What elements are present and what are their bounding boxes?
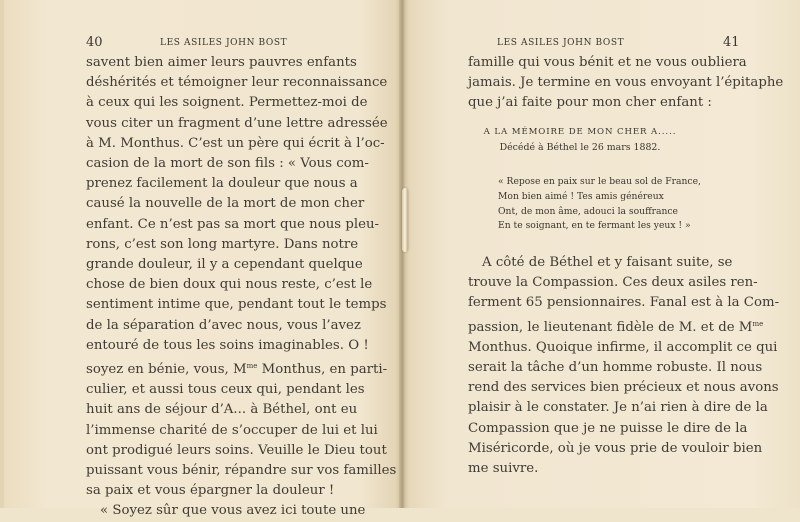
text-line: puissant vous bénir, répandre sur vos familles	[86, 463, 397, 479]
text-line: Miséricorde, où je vous prie de vouloir bien	[468, 440, 763, 456]
right-page	[405, 0, 800, 508]
text-line: sa paix et vous épargner la douleur !	[86, 483, 335, 499]
text-line: l’immense charité de s’occuper de lui et lui	[86, 422, 378, 438]
text-line: à M. Monthus. C’est un père qui écrit à l’oc-	[86, 135, 385, 151]
left-page	[0, 0, 400, 519]
text-fragment: soyez en bénie, vous, M	[86, 362, 247, 378]
page-number: 40	[86, 35, 103, 50]
text-line: que j’ai faite pour mon cher enfant :	[468, 95, 712, 111]
text-line: plaisir à le constater. Je n’ai rien à dire de la	[468, 400, 768, 416]
text-line	[86, 356, 388, 380]
text-line: à ceux qui les soignent. Permettez-moi de	[86, 95, 368, 111]
text-line: casion de la mort de son fils : « Vous com-	[86, 156, 369, 172]
body-text	[468, 253, 780, 479]
text-line: famille qui vous bénit et ne vous oubliera	[468, 55, 747, 70]
text-line: vous citer un fragment d’une lettre adressée	[86, 115, 388, 131]
text-fragment: Monthus, en parti-	[257, 362, 388, 378]
text-line: prenez facilement la douleur que nous a	[86, 176, 358, 192]
epitaph-date: Décédé à Béthel le 26 mars 1882.	[499, 142, 661, 153]
text-line: causé la nouvelle de la mort de mon cher	[86, 196, 365, 212]
body-text	[468, 53, 784, 114]
text-line: grande douleur, il y a cependant quelque	[86, 257, 363, 273]
text-line: ont prodigué leurs soins. Veuille le Dieu tout	[86, 442, 387, 458]
text-line: culier, et aussi tous ceux qui, pendant les	[86, 382, 365, 398]
poem-line: En te soignant, en te fermant les yeux ! »	[498, 220, 691, 232]
superscript: me	[752, 319, 764, 328]
page-number: 41	[723, 35, 740, 50]
text-line: « Soyez sûr que vous avez ici toute une	[100, 503, 366, 519]
epitaph-poem	[498, 175, 701, 234]
text-line: ferment 65 pensionnaires. Fanal est à la Com-	[468, 295, 780, 311]
text-fragment: passion, le lieutenant fidèle de M. et de M	[468, 319, 753, 335]
superscript: me	[246, 362, 258, 371]
text-line: huit ans de séjour d’A... à Béthel, ont eu	[86, 402, 358, 418]
running-head: LES ASILES JOHN BOST	[160, 38, 288, 48]
running-head: LES ASILES JOHN BOST	[497, 38, 625, 48]
text-line	[468, 314, 764, 338]
text-line: chose de bien doux qui nous reste, c’est le	[86, 277, 373, 293]
text-line: trouve la Compassion. Ces deux asiles ren-	[468, 275, 758, 291]
text-line: enfant. Ce n’est pas sa mort que nous pleu-	[86, 216, 380, 232]
text-line: entouré de tous les soins imaginables. O !	[86, 337, 369, 353]
text-line: rons, c’est son long martyre. Dans notre	[86, 236, 359, 252]
poem-line: « Repose en paix sur le beau sol de France,	[498, 176, 701, 187]
text-line: de la séparation d’avec nous, vous l’avez	[86, 317, 361, 333]
text-line: déshérités et témoigner leur reconnaissance	[86, 75, 388, 91]
text-line: jamais. Je termine en vous envoyant l’épitaphe	[468, 75, 784, 91]
text-line: rend des services bien précieux et nous avons	[468, 380, 779, 396]
body-text	[86, 53, 397, 522]
text-line: A côté de Béthel et y faisant suite, se	[482, 255, 733, 270]
text-line: Compassion que je ne puisse le dire de la	[468, 420, 748, 436]
text-line: sentiment intime que, pendant tout le temps	[86, 297, 387, 313]
epitaph-title: A LA MÉMOIRE DE MON CHER A.....	[483, 127, 677, 137]
poem-line: Ont, de mon âme, adouci la souffrance	[498, 205, 678, 217]
text-line: serait la tâche d’un homme robuste. Il nous	[468, 360, 763, 376]
text-line: me suivre.	[468, 461, 539, 477]
poem-line: Mon bien aimé ! Tes amis généreux	[498, 190, 664, 202]
text-line: Monthus. Quoique infirme, il accomplit ce qui	[468, 339, 778, 355]
text-line: savent bien aimer leurs pauvres enfants	[86, 55, 357, 70]
